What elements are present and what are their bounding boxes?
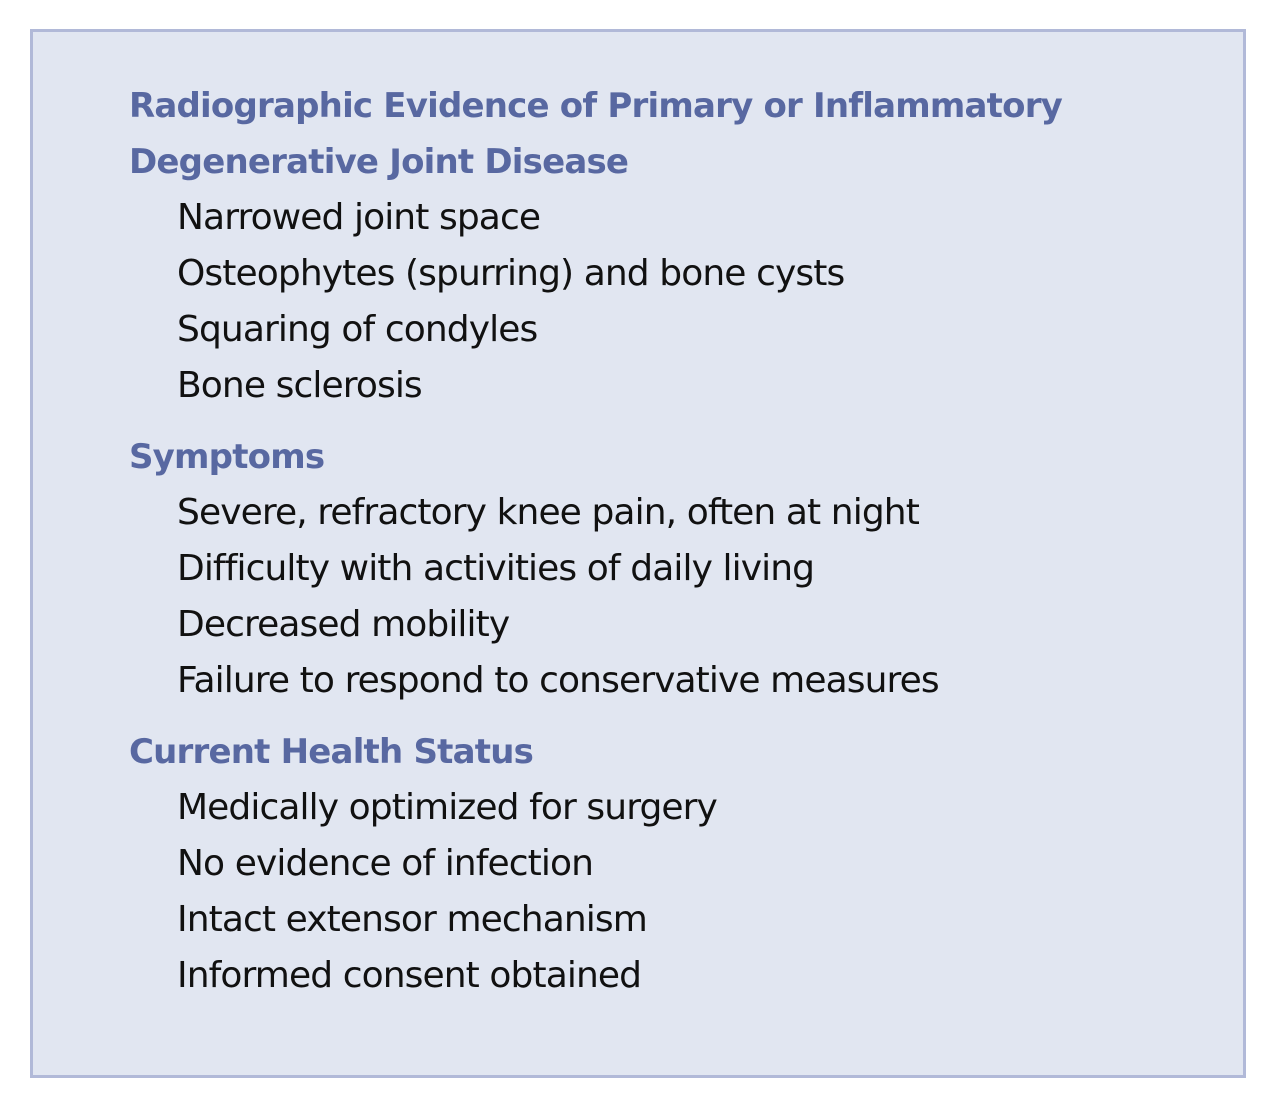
list-item: Squaring of condyles xyxy=(177,309,538,350)
heading-line: Symptoms xyxy=(129,437,325,477)
section-symptoms xyxy=(129,429,1179,709)
list-item: Osteophytes (spurring) and bone cysts xyxy=(177,253,845,294)
list-item: Informed consent obtained xyxy=(177,955,642,996)
section-heading xyxy=(129,724,1179,780)
criteria-list xyxy=(129,485,1179,709)
heading-line: Degenerative Joint Disease xyxy=(129,142,629,182)
section-current-health-status xyxy=(129,724,1179,1004)
criteria-list xyxy=(129,190,1179,414)
heading-line: Radiographic Evidence of Primary or Inflammatory xyxy=(129,86,1063,126)
criteria-content xyxy=(129,78,1179,1004)
list-item: No evidence of infection xyxy=(177,843,593,884)
heading-line: Current Health Status xyxy=(129,732,534,772)
criteria-list xyxy=(129,780,1179,1004)
section-radiographic-evidence xyxy=(129,78,1179,414)
list-item: Medically optimized for surgery xyxy=(177,787,717,828)
list-item: Severe, refractory knee pain, often at night xyxy=(177,492,919,533)
section-heading xyxy=(129,429,1179,485)
criteria-panel xyxy=(30,29,1246,1078)
list-item: Failure to respond to conservative measures xyxy=(177,660,939,701)
section-heading xyxy=(129,78,1179,190)
list-item: Narrowed joint space xyxy=(177,197,541,238)
list-item: Difficulty with activities of daily living xyxy=(177,548,815,589)
list-item: Intact extensor mechanism xyxy=(177,899,647,940)
list-item: Bone sclerosis xyxy=(177,365,422,406)
list-item: Decreased mobility xyxy=(177,604,510,645)
